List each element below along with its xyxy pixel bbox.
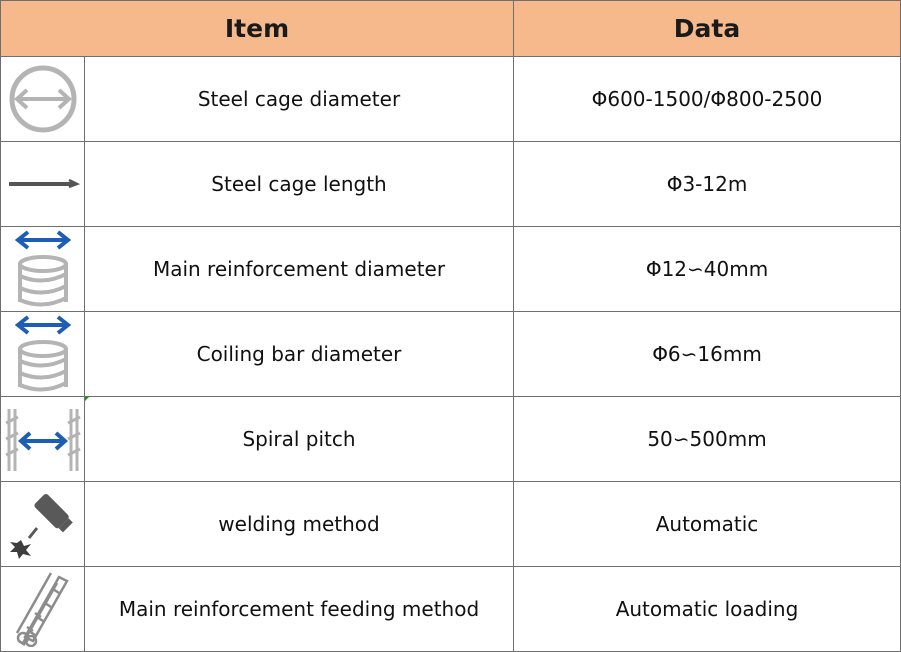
item-cell: Main reinforcement diameter xyxy=(85,227,514,312)
table-row xyxy=(1,482,901,567)
table-row xyxy=(1,567,901,652)
data-cell: Φ3-12m xyxy=(514,142,901,227)
header-row xyxy=(1,1,901,57)
icon-cell xyxy=(1,312,85,397)
item-cell: Main reinforcement feeding method xyxy=(85,567,514,652)
rebar-bundle-icon xyxy=(11,571,75,647)
item-cell: welding method xyxy=(85,482,514,567)
cylinder-diameter-icon xyxy=(13,313,73,395)
welding-torch-icon xyxy=(7,488,79,560)
item-cell: Steel cage length xyxy=(85,142,514,227)
spiral-pitch-icon xyxy=(3,403,83,475)
item-cell: Steel cage diameter xyxy=(85,57,514,142)
data-cell: 50∽500mm xyxy=(514,397,901,482)
data-cell: Automatic xyxy=(514,482,901,567)
icon-cell xyxy=(1,397,85,482)
cylinder-diameter-icon xyxy=(13,228,73,310)
table-row xyxy=(1,397,901,482)
header-data: Data xyxy=(514,1,901,57)
item-cell: Spiral pitch xyxy=(85,397,514,482)
data-cell: Φ6∽16mm xyxy=(514,312,901,397)
length-arrow-icon xyxy=(5,174,81,194)
icon-cell xyxy=(1,227,85,312)
corner-marker xyxy=(85,396,90,401)
data-cell: Φ600-1500/Φ800-2500 xyxy=(514,57,901,142)
table-row xyxy=(1,227,901,312)
data-cell: Φ12∽40mm xyxy=(514,227,901,312)
icon-cell xyxy=(1,142,85,227)
header-item: Item xyxy=(1,1,514,57)
table-row xyxy=(1,142,901,227)
icon-cell xyxy=(1,482,85,567)
data-cell: Automatic loading xyxy=(514,567,901,652)
icon-cell xyxy=(1,57,85,142)
item-cell: Coiling bar diameter xyxy=(85,312,514,397)
table-row xyxy=(1,57,901,142)
circle-diameter-icon xyxy=(7,63,79,135)
icon-cell xyxy=(1,567,85,652)
table-row xyxy=(1,312,901,397)
